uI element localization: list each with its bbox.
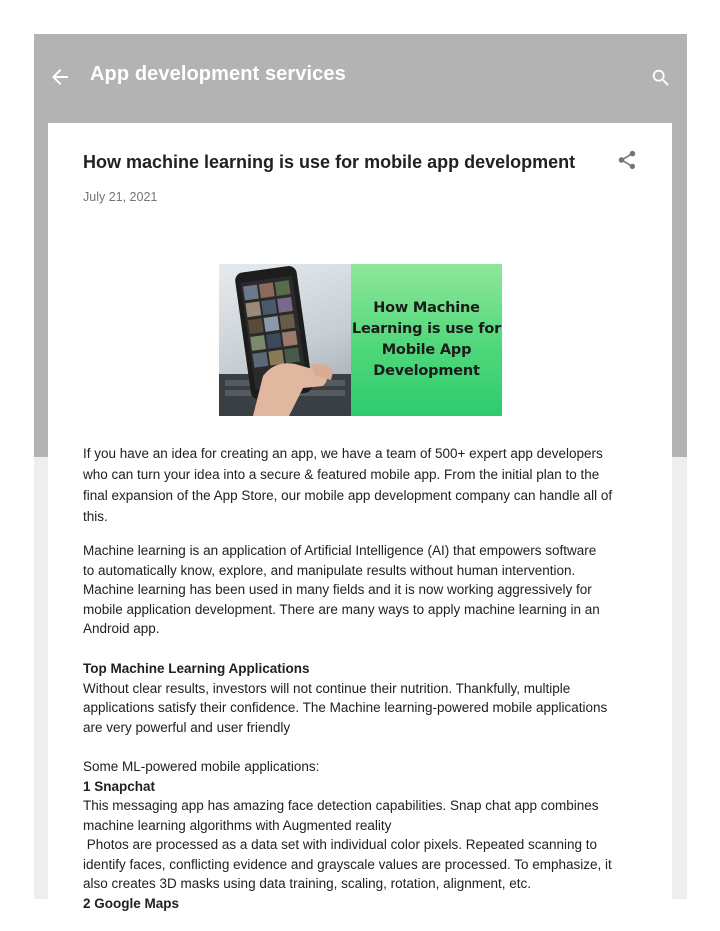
list-intro: Some ML-powered mobile applications: <box>83 759 320 774</box>
post-date: July 21, 2021 <box>83 190 158 204</box>
text-line: Machine learning has been used in many fields and it is now working aggressively for <box>83 582 592 597</box>
text-line: also creates 3D masks using data training, scaling, rotation, alignment, etc. <box>83 876 531 891</box>
text-line: final expansion of the App Store, our mobile app development company can handle all of <box>83 488 613 503</box>
ml-definition-paragraph <box>83 541 638 639</box>
share-icon[interactable] <box>616 149 638 171</box>
section-heading: Top Machine Learning Applications <box>83 661 310 676</box>
text-line: applications satisfy their confidence. The Machine learning-powered mobile applications <box>83 700 608 715</box>
list-item-heading: 1 Snapchat <box>83 778 156 794</box>
arrow-left-icon[interactable] <box>48 65 72 89</box>
text-line: are very powerful and user friendly <box>83 719 291 735</box>
text-line: This messaging app has amazing face detection capabilities. Snap chat app combines <box>83 798 599 813</box>
post-title: How machine learning is use for mobile app development <box>83 152 576 172</box>
text-line: Photos are processed as a data set with individual color pixels. Repeated scanning to <box>83 837 598 852</box>
text-line: to automatically know, explore, and manipulate results without human intervention. <box>83 562 576 578</box>
list-item-heading: 2 Google Maps <box>83 895 180 911</box>
phone-photo <box>219 264 351 416</box>
hero-caption: How Machine Learning is use for Mobile App Development <box>351 300 502 379</box>
text-line: If you have an idea for creating an app, we have a team of 500+ expert app developers <box>83 446 603 461</box>
text-line: Android app. <box>83 621 160 636</box>
text-line: Without clear results, investors will not continue their nutrition. Thankfully, multiple <box>83 680 571 696</box>
ml-apps-list <box>83 757 638 913</box>
text-line: machine learning algorithms with Augmented reality <box>83 817 392 833</box>
text-line: mobile application development. There are many ways to apply machine learning in an <box>83 601 600 617</box>
post-card <box>48 123 672 923</box>
post-hero-image[interactable] <box>219 264 502 416</box>
applications-section <box>83 659 638 737</box>
hero-caption-panel <box>351 264 502 416</box>
text-line: Machine learning is an application of Artificial Intelligence (AI) that empowers software <box>83 543 597 558</box>
blog-title[interactable]: App development services <box>90 63 346 85</box>
intro-paragraph <box>83 443 638 527</box>
text-line: who can turn your idea into a secure & featured mobile app. From the initial plan to the <box>83 467 600 482</box>
text-line: identify faces, conflicting evidence and grayscale values are processed. To emphasize, it <box>83 856 612 872</box>
text-line: this. <box>83 509 108 524</box>
page-frame <box>34 34 687 911</box>
search-icon[interactable] <box>650 67 672 89</box>
